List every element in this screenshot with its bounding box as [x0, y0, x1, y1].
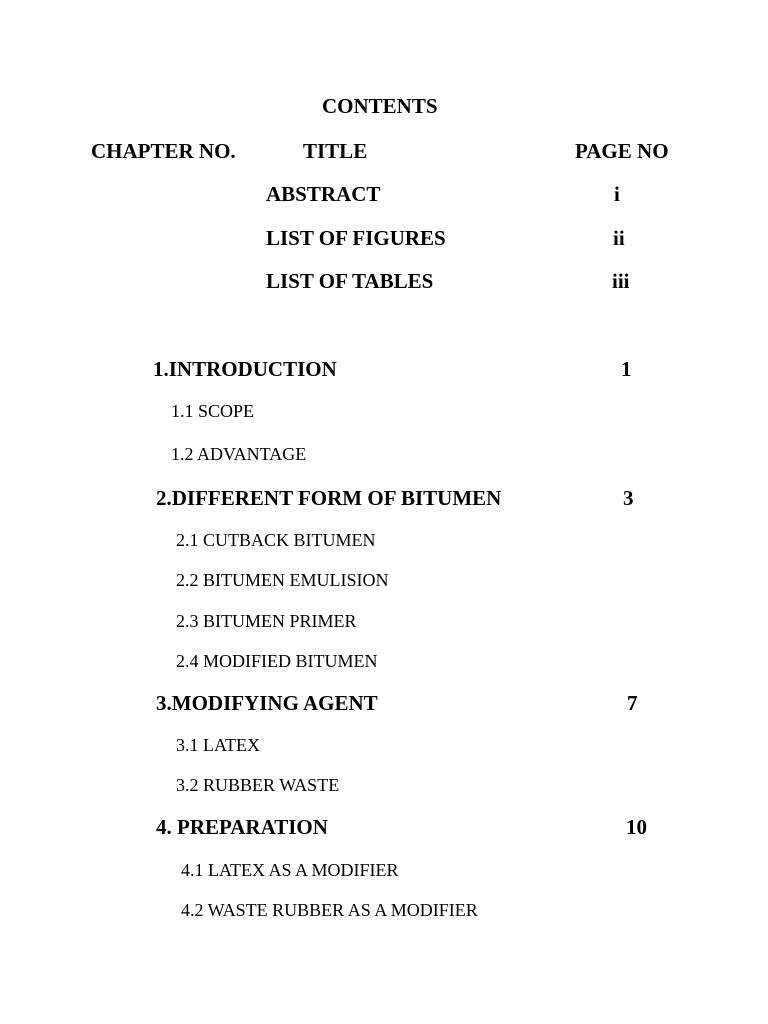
chapter-page: 3: [623, 486, 634, 510]
section-entry: 1.1 SCOPE: [171, 401, 255, 421]
column-header-page: PAGE NO: [575, 139, 669, 163]
section-entry: 2.4 MODIFIED BITUMEN: [176, 651, 378, 671]
section-entry: 2.2 BITUMEN EMULISION: [176, 570, 389, 590]
section-entry: 3.2 RUBBER WASTE: [176, 775, 340, 795]
chapter-page: 1: [621, 357, 632, 381]
column-header-chapter: CHAPTER NO.: [91, 139, 236, 163]
section-entry: 1.2 ADVANTAGE: [171, 444, 307, 464]
front-matter-title: LIST OF TABLES: [266, 269, 434, 293]
section-entry: 4.1 LATEX AS A MODIFIER: [181, 860, 399, 880]
front-matter-page: i: [614, 182, 620, 206]
section-entry: 2.1 CUTBACK BITUMEN: [176, 530, 376, 550]
chapter-title: 4. PREPARATION: [156, 815, 328, 839]
section-entry: 3.1 LATEX: [176, 735, 260, 755]
chapter-page: 10: [626, 815, 647, 839]
chapter-page: 7: [627, 691, 638, 715]
front-matter-title: ABSTRACT: [266, 182, 381, 206]
chapter-title: 3.MODIFYING AGENT: [156, 691, 378, 715]
front-matter-page: ii: [613, 226, 625, 250]
chapter-title: 1.INTRODUCTION: [153, 357, 337, 381]
section-entry: 2.3 BITUMEN PRIMER: [176, 611, 357, 631]
page-title: CONTENTS: [322, 94, 438, 118]
front-matter-title: LIST OF FIGURES: [266, 226, 446, 250]
section-entry: 4.2 WASTE RUBBER AS A MODIFIER: [181, 900, 478, 920]
column-header-title: TITLE: [303, 139, 368, 163]
front-matter-page: iii: [612, 269, 630, 293]
chapter-title: 2.DIFFERENT FORM OF BITUMEN: [156, 486, 502, 510]
